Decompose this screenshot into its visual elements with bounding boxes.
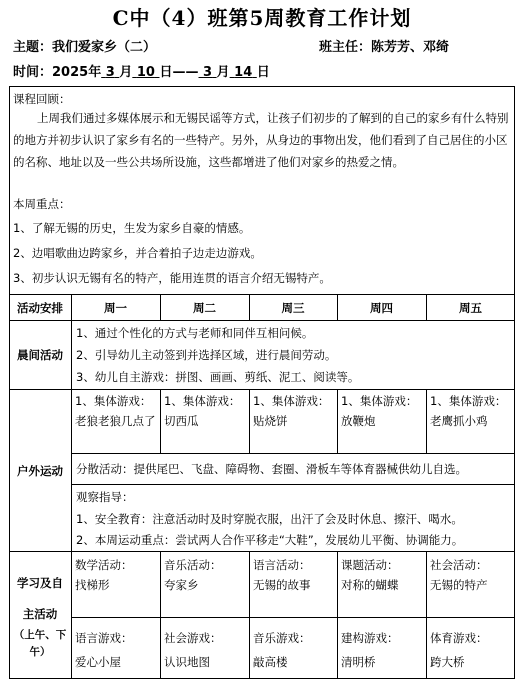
time-start-month: 3 — [105, 65, 115, 80]
focus-item-1: 1、了解无锡的历史，生发为家乡自豪的情感。 — [13, 221, 251, 235]
observe-item-1: 1、安全教育：注意活动时及时穿脱衣服，出汗了会及时休息、擦汗、喝水。 — [76, 512, 463, 526]
page-title: C中（4）班第5周教育工作计划 — [112, 6, 412, 30]
divider — [337, 389, 338, 454]
learning-mon-2: 语言游戏： 爱心小屋 — [75, 631, 133, 669]
time-end-day: 14 — [234, 65, 253, 80]
divider — [71, 484, 515, 485]
divider — [9, 320, 515, 321]
learning-fri-1: 社会活动： 无锡的特产 — [430, 558, 488, 592]
observe-heading: 观察指导： — [76, 490, 134, 504]
schedule-corner-label: 活动安排 — [17, 301, 63, 315]
divider — [71, 617, 515, 618]
review-paragraph: 上周我们通过多媒体展示和无锡民谣等方式，让孩子们初步的了解到的自己的家乡有什么特别的地方并初步认识了家乡有名的一些特产。另外，从身边的事物出发，他们看到了自己居住的小区的名称、地址以及一些公共场所设施，这些都增进了他们对家乡的热爱之情。 — [13, 111, 509, 169]
learning-wed-2: 音乐游戏： 敲高楼 — [253, 631, 311, 669]
focus-item-3: 3、初步认识无锡有名的特产，能用连贯的语言介绍无锡特产。 — [13, 271, 331, 285]
learning-fri-2: 体育游戏： 跨大桥 — [430, 631, 488, 669]
outdoor-game-mon: 1、集体游戏：老狼老狼几点了 — [75, 394, 156, 428]
divider — [337, 551, 338, 679]
theme-label: 主题： — [13, 40, 53, 55]
divider — [160, 551, 161, 679]
divider — [71, 453, 515, 454]
day-header-thu: 周四 — [370, 301, 393, 315]
time-month-char-2: 月 — [216, 65, 230, 80]
time-month-char-1: 月 — [119, 65, 133, 80]
divider — [9, 389, 515, 390]
learning-thu-1: 课题活动： 对称的蝴蝶 — [341, 558, 399, 592]
time-row — [13, 61, 270, 80]
learning-wed-1: 语言活动： 无锡的故事 — [253, 558, 311, 592]
teacher-value: 陈芳芳、邓绮 — [371, 40, 450, 55]
outdoor-game-tue: 1、集体游戏：切西瓜 — [164, 394, 241, 428]
divider — [9, 294, 515, 295]
teacher-row — [319, 36, 449, 55]
learning-tue-2: 社会游戏： 认识地图 — [164, 631, 222, 669]
morning-item-2: 2、引导幼儿主动签到并选择区域，进行晨间劳动。 — [76, 348, 337, 362]
learning-label-line-1: 学习及自 — [17, 576, 63, 590]
learning-mon-1: 数学活动： 找梯形 — [75, 558, 133, 592]
day-header-tue: 周二 — [193, 301, 216, 315]
day-header-wed: 周三 — [281, 301, 305, 315]
learning-tue-1: 音乐活动： 夸家乡 — [164, 558, 222, 592]
learning-label-line-2: 主活动 — [22, 607, 58, 621]
teacher-label: 班主任： — [319, 40, 372, 55]
focus-heading: 本周重点： — [13, 197, 71, 211]
outdoor-game-thu: 1、集体游戏：放鞭炮 — [341, 394, 418, 428]
time-year: 2025年 — [52, 65, 102, 80]
day-header-mon: 周一 — [104, 301, 127, 315]
time-range-sep: 日—— — [159, 65, 199, 80]
time-start-day: 10 — [136, 65, 155, 80]
outdoor-game-wed: 1、集体游戏：贴烧饼 — [253, 394, 330, 428]
learning-label-line-4: 午） — [29, 646, 51, 658]
time-label: 时间： — [13, 65, 53, 80]
time-end-month: 3 — [203, 65, 213, 80]
theme-row — [13, 36, 156, 55]
divider — [160, 389, 161, 454]
review-heading: 课程回顾： — [13, 92, 71, 106]
time-day-char: 日 — [256, 65, 270, 80]
day-header-fri: 周五 — [459, 301, 482, 315]
divider — [9, 551, 515, 552]
morning-item-1: 1、通过个性化的方式与老师和同伴互相问候。 — [76, 326, 314, 340]
learning-thu-2: 建构游戏： 清明桥 — [341, 631, 399, 669]
outdoor-label: 户外运动 — [17, 464, 63, 478]
divider — [249, 551, 250, 679]
divider — [426, 389, 427, 454]
morning-label: 晨间活动 — [17, 348, 63, 362]
focus-item-2: 2、边唱歌曲边跨家乡，并合着拍子边走边游戏。 — [13, 246, 262, 260]
outdoor-game-fri: 1、集体游戏：老鹰抓小鸡 — [430, 394, 507, 428]
theme-value: 我们爱家乡（二） — [52, 40, 157, 55]
morning-item-3: 3、幼儿自主游戏：拼图、画画、剪纸、泥工、阅读等。 — [76, 370, 360, 384]
divider — [426, 551, 427, 679]
observe-item-2: 2、本周运动重点：尝试两人合作平移走“大鞋”，发展幼儿平衡、协调能力。 — [76, 533, 464, 547]
divider — [71, 294, 72, 679]
divider — [249, 389, 250, 454]
learning-label-line-3: （上午、下 — [13, 629, 67, 641]
outdoor-scatter: 分散活动：提供尾巴、飞盘、障碍物、套圈、滑板车等体育器械供幼儿自选。 — [76, 462, 467, 476]
